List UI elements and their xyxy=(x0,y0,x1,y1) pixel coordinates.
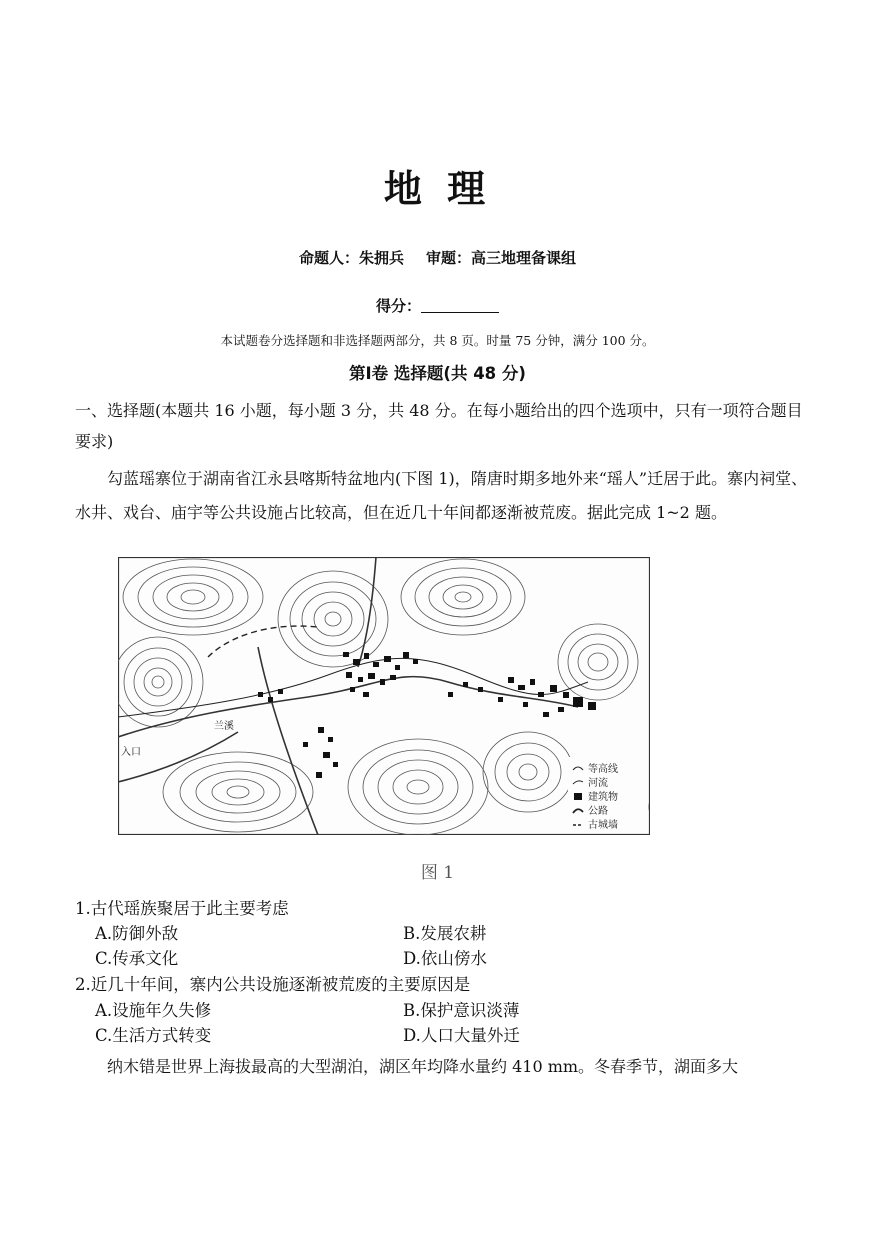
question-1-option-c[interactable]: C.传承文化 xyxy=(95,949,179,968)
reviewer-label: 审题：高三地理备课组 xyxy=(426,249,577,267)
author-line xyxy=(0,247,875,268)
place-label-lanxi: 兰溪 xyxy=(214,721,234,732)
question-2-stem: 2.近几十年间，寨内公共设施逐渐被荒废的主要原因是 xyxy=(75,975,471,994)
question-2-option-c[interactable]: C.生活方式转变 xyxy=(95,1026,212,1045)
author-label: 命题人：朱拥兵 xyxy=(298,249,404,267)
question-2-option-a[interactable]: A.设施年久失修 xyxy=(95,1001,212,1020)
map-legend xyxy=(568,757,648,833)
legend-road-label: 公路 xyxy=(588,806,608,817)
passage-2: 纳木错是世界上海拔最高的大型湖泊，湖区年均降水量约 410 mm。冬春季节，湖面多大 xyxy=(107,1057,739,1076)
legend-river-label: 河流 xyxy=(588,778,608,789)
score-label: 得分： xyxy=(375,297,421,315)
question-2-option-d[interactable]: D.人口大量外迁 xyxy=(403,1026,520,1045)
passage-1: 勾蓝瑶寨位于湖南省江永县喀斯特盆地内(下图 1)，隋唐时期多地外来“瑶人”迁居于此。寨内祠堂、水井、戏台、庙宇等公共设施占比较高，但在近几十年间都逐渐被荒废。据此完成 1~2 题。 xyxy=(75,469,808,522)
place-label-entrance: 入口 xyxy=(121,747,141,758)
figure-caption: 图 1 xyxy=(420,863,455,883)
page-title: 地 理 xyxy=(383,167,492,211)
section-instructions: 一、选择题(本题共 16 小题，每小题 3 分，共 48 分。在每小题给出的四个选项中，只有一项符合题目要求) xyxy=(75,401,803,451)
exam-notice: 本试题卷分选择题和非选择题两部分，共 8 页。时量 75 分钟，满分 100 分。 xyxy=(220,333,655,348)
legend-building-symbol xyxy=(574,793,582,800)
legend-building-label: 建筑物 xyxy=(588,792,618,803)
question-1-option-a[interactable]: A.防御外敌 xyxy=(95,924,179,943)
contour-map-figure xyxy=(118,557,650,835)
legend-wall-label: 古城墙 xyxy=(588,820,618,831)
score-line xyxy=(0,295,875,316)
section-title: 第Ⅰ卷 选择题(共 48 分) xyxy=(349,364,526,383)
question-1-stem: 1.古代瑶族聚居于此主要考虑 xyxy=(75,899,289,918)
legend-contour-label: 等高线 xyxy=(588,764,618,775)
question-2-option-b[interactable]: B.保护意识淡薄 xyxy=(403,1001,520,1020)
score-blank[interactable] xyxy=(421,298,499,313)
question-1-option-d[interactable]: D.依山傍水 xyxy=(403,949,487,968)
question-1-option-b[interactable]: B.发展农耕 xyxy=(403,924,487,943)
